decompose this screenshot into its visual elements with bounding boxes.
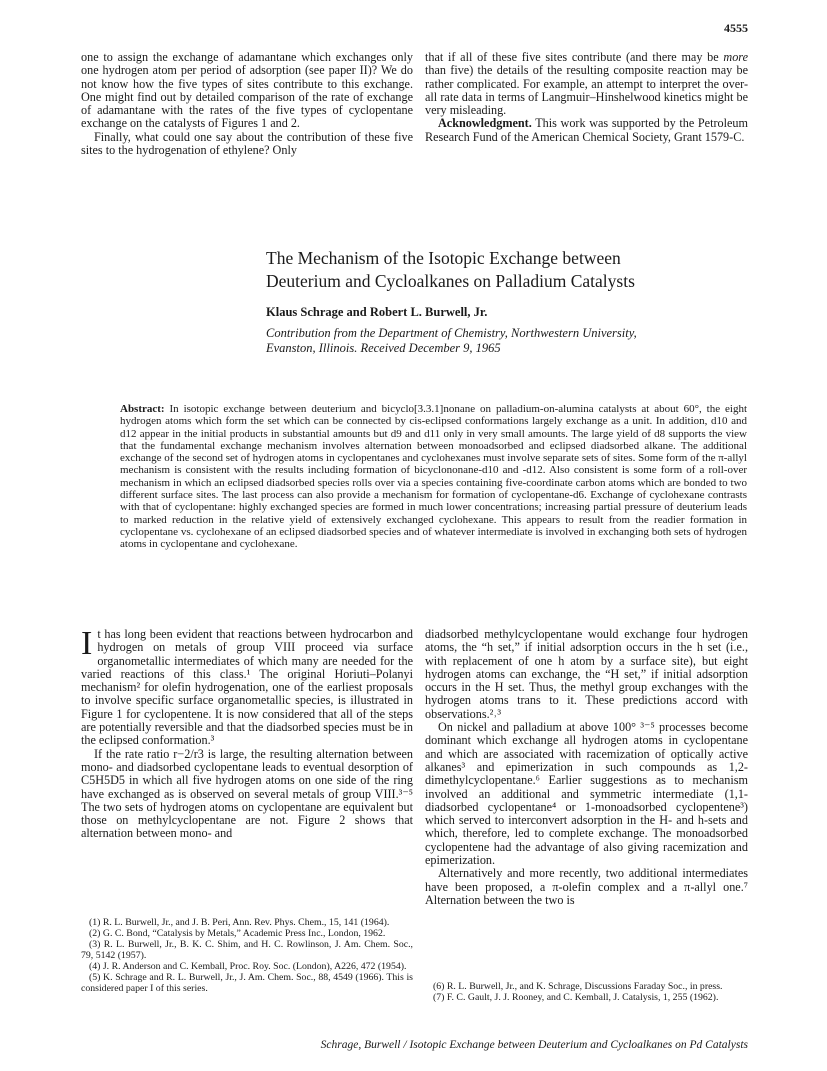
body-column-left [81, 625, 413, 841]
text-run: than five) the details of the resulting composite reaction may be rather complicated. For example, an attempt to interpret the over-all rate data in terms of Langmuir–Hinshelwood kinetics might be very misleading. [425, 63, 748, 118]
paragraph [425, 51, 748, 117]
paragraph: diadsorbed methylcyclopentane would exchange four hydrogen atoms, the “h set,” if initial adsorption occurs in the h set (i.e., with replacement of one h atom by a surface site), but eight hydrogen atoms can exchange, the “H set,” if initial adsorption occurs in the H set. Thus, the methyl group exchanges with the hydrogen atoms trans to it. These predictions accord with observations.²˒³ [425, 627, 748, 721]
abstract-label: Abstract: [120, 403, 165, 415]
page-number: 4555 [724, 21, 748, 35]
affiliation-line: Contribution from the Department of Chemistry, Northwestern University, [266, 326, 637, 340]
article-header [266, 247, 746, 356]
article-title [266, 247, 746, 293]
paragraph: If the rate ratio r−2/r3 is large, the resulting alternation between mono- and diadsorbed cyclopentane leads to eventual desorption of C5H5D5 in which all five hydrogen atoms on one side of the ring have exchanged as is observed on several metals of group VIII.³⁻⁵ The two sets of hydrogen atoms on cyclopentane are equivalent but those on methylcyclopentane are not. Figure 2 shows that alternation between mono- and [81, 746, 413, 841]
emphasis: more [723, 50, 748, 64]
title-line: Deuterium and Cycloalkanes on Palladium Catalysts [266, 271, 635, 291]
previous-article-continuation-right [425, 51, 748, 144]
title-line: The Mechanism of the Isotopic Exchange between [266, 248, 621, 268]
text-run: that if all of these five sites contribute (and there may be [425, 50, 724, 64]
text-run: t has long been evident that reactions between hydrocarbon and hydrogen on metals of group VIII proceed via surface organometallic intermediates of which many are needed for the varied reactions of this class.¹ The original Horiuti–Polanyi mechanism² for olefin hydrogenation, one of the earliest proposals to involve specific surface organometallic species, is illustrated in Figure 1 for cyclopentene. It is now considered that all of the steps are potentially reversible and that the diadsorbed species must be in the eclipsed conformation.³ [81, 627, 413, 748]
footnotes-left [81, 917, 413, 994]
footnotes-right [425, 981, 748, 1003]
footnote: (6) R. L. Burwell, Jr., and K. Schrage, Discussions Faraday Soc., in press. [433, 981, 723, 992]
abstract-paragraph [120, 403, 747, 551]
footnote: (2) G. C. Bond, “Catalysis by Metals,” Academic Press Inc., London, 1962. [89, 928, 386, 939]
footnote: (5) K. Schrage and R. L. Burwell, Jr., J. Am. Chem. Soc., 88, 4549 (1966). This is considered paper I of this series. [81, 972, 413, 994]
paragraph: On nickel and palladium at above 100° ³⁻⁵ processes become dominant which exchange all hydrogen atoms in cyclopentane and which are associated with racemization of optically active alkanes³ and epimerization in such compounds as 1,2-dimethylcyclopentane.⁶ Earlier suggestions as to mechanism involved an additional and symmetric intermediate (1,1-diadsorbed cyclopentane⁴ or 1-monoadsorbed cyclopentene³) which served to interconvert adsorption in the H- and h-sets and which, therefore, led to complete exchange. The monoadsorbed cyclopentene had the advantage of also giving racemization and epimerization. [425, 720, 748, 868]
paragraph: Alternatively and more recently, two additional intermediates have been proposed, a π-olefin complex and a π-allyl one.⁷ Alternation between the two is [425, 866, 748, 907]
paragraph: one to assign the exchange of adamantane which exchanges only one hydrogen atom per period of adsorption (see paper II)? We do not know how the five types of sites contribute to this exchange. One might find out by detailed comparison of the rate of exchange of adamantane with the rates of the five types of cyclopentane exchange on the catalysts of Figures 1 and 2. [81, 50, 413, 131]
paragraph: Finally, what could one say about the contribution of these five sites to the hydrogenation of ethylene? Only [81, 129, 413, 158]
abstract [120, 403, 747, 551]
drop-cap: I [81, 625, 93, 662]
abstract-text: In isotopic exchange between deuterium and bicyclo[3.3.1]nonane on palladium-on-alumina catalysts at about 60°, the eight hydrogen atoms which form the set which can be connected by cis-eclipsed conformations largely exchange as a unit. In addition, d10 and d12 appear in the initial products in substantial amounts but d9 and d11 only in very small amounts. The large yield of d8 supports the view that the fundamental exchange mechanism involves alternation between monoadsorbed and eclipsed diadsorbed alkane. The additional exchange of the second set of hydrogen atoms in cyclopentanes and cyclohexanes must involve separate sets of sites. Some form of the π-allyl mechanism is consistent with the results including formation of bicyclononane-d10 and -d12. Also consistent is some form of a roll-over mechanism in which an eclipsed diadsorbed species rolls over via a species containing five-coordinate carbon atoms which are bonded to two different surface sites. The last process can also provide a mechanism for formation of cyclopentane-d6. Exchange of cyclohexane contrasts with that of cyclopentane: highly exchanged species are formed in much lower concentrations; increasing partial pressure of deuterium leads to marked reduction in the relative yield of extensively exchanged cyclohexane. This appears to result from the readier formation in cyclopentane vs. cyclohexane of an eclipsed diadsorbed species and of whatever intermediate is involved in exchanging both sets of hydrogen atoms in cyclopentane and cyclohexane. [120, 403, 747, 551]
footnote: (3) R. L. Burwell, Jr., B. K. C. Shim, and H. C. Rowlinson, J. Am. Chem. Soc., 79, 5142 (1957). [81, 939, 413, 961]
paragraph [81, 625, 413, 748]
body-column-right [425, 628, 748, 907]
previous-article-continuation-left [81, 51, 413, 157]
authors: Klaus Schrage and Robert L. Burwell, Jr. [266, 305, 488, 319]
footnote: (7) F. C. Gault, J. J. Rooney, and C. Kemball, J. Catalysis, 1, 255 (1962). [433, 992, 719, 1003]
footnote: (4) J. R. Anderson and C. Kemball, Proc. Roy. Soc. (London), A226, 472 (1954). [89, 961, 407, 972]
footnote: (1) R. L. Burwell, Jr., and J. B. Peri, Ann. Rev. Phys. Chem., 15, 141 (1964). [89, 917, 390, 928]
affiliation [266, 326, 746, 356]
acknowledgment-text: This work was supported by the Petroleum Research Fund of the American Chemical Society, Grant 1579-C. [425, 116, 748, 144]
acknowledgment [425, 117, 748, 144]
acknowledgment-label: Acknowledgment. [438, 116, 532, 131]
running-footer: Schrage, Burwell / Isotopic Exchange between Deuterium and Cycloalkanes on Pd Catalysts [320, 1039, 748, 1051]
affiliation-line: Evanston, Illinois. Received December 9, 1965 [266, 341, 501, 355]
